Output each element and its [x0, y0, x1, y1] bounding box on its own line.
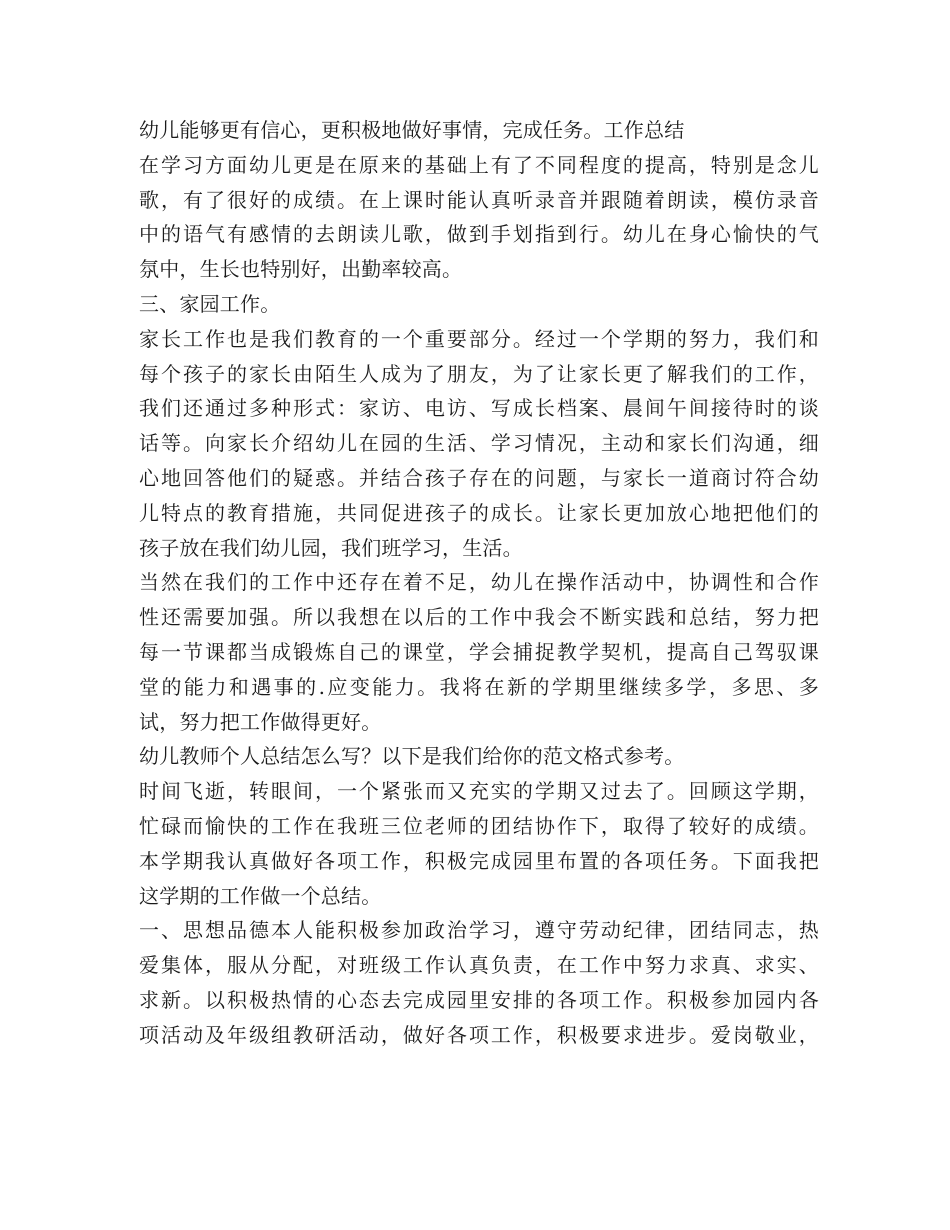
text-line: 儿特点的教育措施，共同促进孩子的成长。让家长更加放心地把他们的 — [139, 500, 819, 525]
text-line: 我们还通过多种形式：家访、电访、写成长档案、晨间午间接待时的谈 — [139, 396, 819, 421]
text-line: 性还需要加强。所以我想在以后的工作中我会不断实践和总结，努力把 — [139, 605, 819, 630]
text-line: 项活动及年级组教研活动，做好各项工作，积极要求进步。爱岗敬业， — [139, 1022, 819, 1047]
text-line: 心地回答他们的疑惑。并结合孩子存在的问题，与家长一道商讨符合幼 — [139, 465, 819, 490]
text-line: 当然在我们的工作中还存在着不足，幼儿在操作活动中，协调性和合作 — [139, 570, 819, 595]
text-line: 中的语气有感情的去朗读儿歌，做到手划指到行。幼儿在身心愉快的气 — [139, 222, 819, 247]
text-line: 一、思想品德本人能积极参加政治学习，遵守劳动纪律，团结同志，热 — [139, 918, 819, 943]
text-line: 三、家园工作。 — [139, 291, 281, 316]
text-line: 试，努力把工作做得更好。 — [139, 709, 382, 734]
text-line: 求新。以积极热情的心态去完成园里安排的各项工作。积极参加园内各 — [139, 987, 819, 1012]
text-line: 忙碌而愉快的工作在我班三位老师的团结协作下，取得了较好的成绩。 — [139, 813, 819, 838]
text-line: 每一节课都当成锻炼自己的课堂，学会捕捉教学契机，提高自己驾驭课 — [139, 639, 819, 664]
text-line: 本学期我认真做好各项工作，积极完成园里布置的各项任务。下面我把 — [139, 848, 819, 873]
text-line: 家长工作也是我们教育的一个重要部分。经过一个学期的努力，我们和 — [139, 326, 819, 351]
text-line: 堂的能力和遇事的.应变能力。我将在新的学期里继续多学，多思、多 — [139, 674, 819, 699]
text-line: 爱集体，服从分配，对班级工作认真负责，在工作中努力求真、求实、 — [139, 953, 819, 978]
text-line: 氛中，生长也特别好，出勤率较高。 — [139, 257, 463, 282]
text-line: 这学期的工作做一个总结。 — [139, 883, 382, 908]
text-line: 幼儿能够更有信心，更积极地做好事情，完成任务。工作总结 — [139, 118, 685, 142]
text-line: 时间飞逝，转眼间，一个紧张而又充实的学期又过去了。回顾这学期， — [139, 779, 819, 804]
document-body — [139, 113, 819, 1053]
text-line: 话等。向家长介绍幼儿在园的生活、学习情况，主动和家长们沟通，细 — [139, 431, 819, 456]
text-line: 每个孩子的家长由陌生人成为了朋友，为了让家长更了解我们的工作， — [139, 361, 819, 386]
text-line: 在学习方面幼儿更是在原来的基础上有了不同程度的提高，特别是念儿 — [139, 152, 819, 177]
text-line: 幼儿教师个人总结怎么写？以下是我们给你的范文格式参考。 — [139, 744, 685, 769]
text-line: 歌，有了很好的成绩。在上课时能认真听录音并跟随着朗读，模仿录音 — [139, 187, 819, 212]
text-line: 孩子放在我们幼儿园，我们班学习，生活。 — [139, 535, 523, 560]
